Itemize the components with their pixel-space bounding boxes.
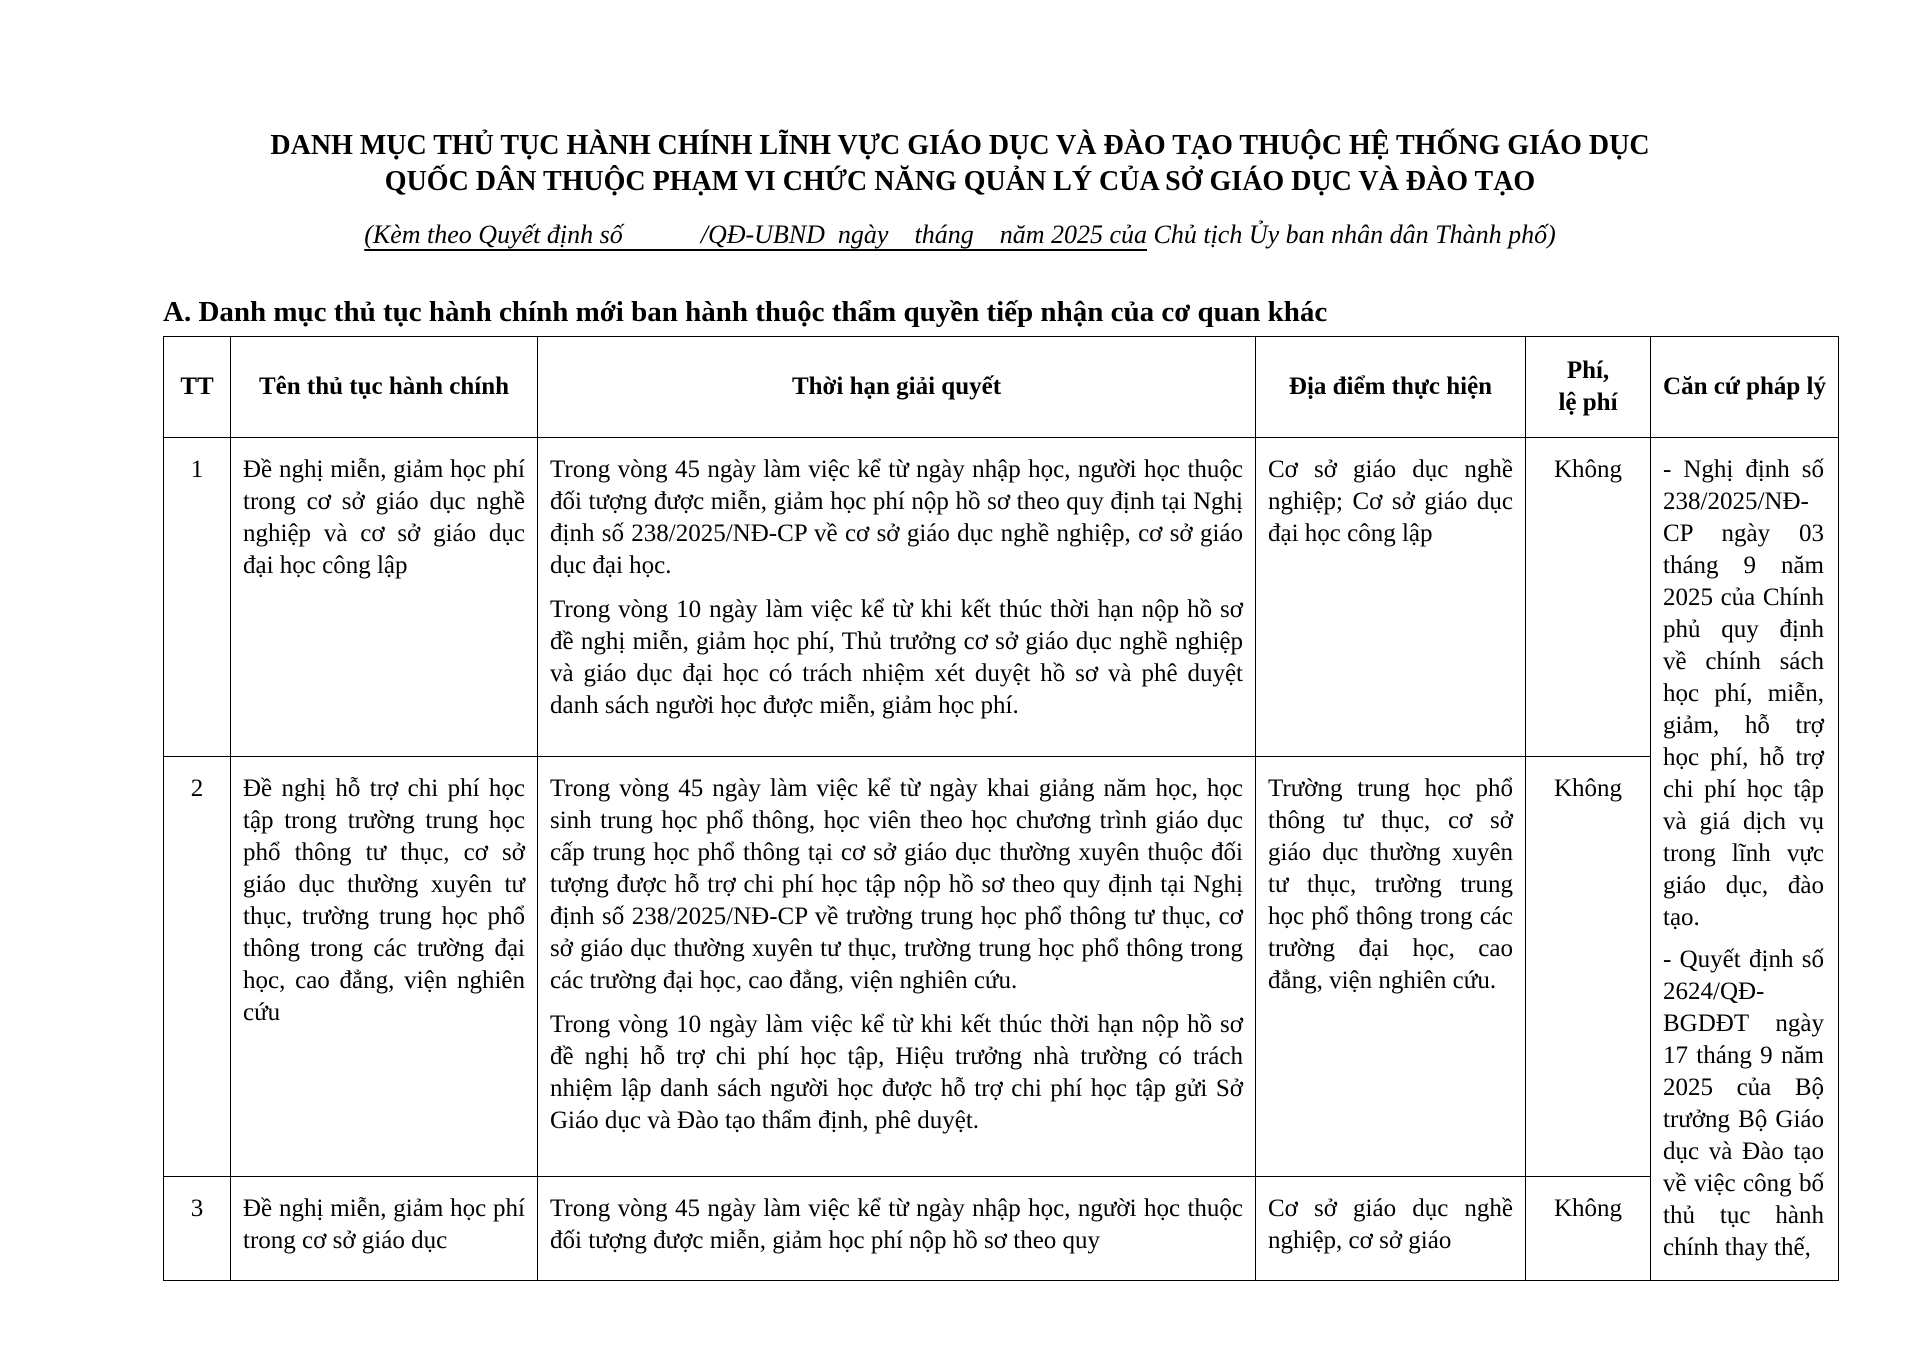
header-fee-line-2: lệ phí: [1558, 389, 1618, 416]
legal-basis-p2: - Quyết định số 2624/QĐ-BGDĐT ngày 17 tháng 9 năm 2025 của Bộ trưởng Bộ Giáo dục và Đào tạo về việc công bố thủ tục hành chính thay thế,: [1663, 946, 1824, 1261]
row-1-deadline-p1: Trong vòng 45 ngày làm việc kể từ ngày nhập học, người học thuộc đối tượng được miễn, giảm học phí nộp hồ sơ theo quy định tại Nghị định số 238/2025/NĐ-CP về cơ sở giáo dục nghề nghiệp, cơ sở giáo dục đại học.: [550, 456, 1243, 579]
row-2-deadline-p2: Trong vòng 10 ngày làm việc kể từ khi kết thúc thời hạn nộp hồ sơ đề nghị hỗ trợ chi phí học tập, Hiệu trưởng nhà trường có trách nhiệm lập danh sách người học được hỗ trợ chi phí học tập gửi Sở Giáo dục và Đào tạo thẩm định, phê duyệt.: [550, 1010, 1243, 1134]
row-1-name: [231, 438, 538, 757]
subtitle-issuer: Chủ tịch Ủy ban nhân dân Thành phố): [1147, 220, 1556, 249]
row-2-location: [1256, 756, 1526, 1176]
row-3-location: [1256, 1176, 1526, 1280]
row-1-tt: 1: [164, 438, 231, 757]
row-3-deadline: [538, 1176, 1256, 1280]
row-2-deadline-p1: Trong vòng 45 ngày làm việc kể từ ngày khai giảng năm học, học sinh trung học phổ thông, học viên theo học chương trình giáo dục cấp trung học phổ thông tại cơ sở giáo dục thường xuyên thuộc đối tượng được hỗ trợ chi phí học tập nộp hồ sơ theo quy định tại Nghị định số 238/2025/NĐ-CP về trường trung học phổ thông tư thục, cơ sở giáo dục thường xuyên tư thục, trường trung học phổ thông trong các trường đại học, cao đẳng, viện nghiên cứu.: [550, 774, 1243, 994]
row-1-deadline-p2: Trong vòng 10 ngày làm việc kể từ khi kết thúc thời hạn nộp hồ sơ đề nghị miễn, giảm học phí, Thủ trưởng cơ sở giáo dục nghề nghiệp và giáo dục đại học có trách nhiệm xét duyệt hồ sơ và phê duyệt danh sách người học được miễn, giảm học phí.: [550, 596, 1243, 719]
legal-basis-cell: [1651, 438, 1839, 1281]
document-title: [0, 128, 1920, 200]
row-2-name: [231, 756, 538, 1176]
table-row: [164, 756, 1839, 1176]
subtitle-decision-reference: (Kèm theo Quyết định số /QĐ-UBND ngày tháng năm 2025 của: [364, 220, 1148, 249]
document-title-line-1: DANH MỤC THỦ TỤC HÀNH CHÍNH LĨNH VỰC GIÁO DỤC VÀ ĐÀO TẠO THUỘC HỆ THỐNG GIÁO DỤC: [270, 130, 1650, 161]
row-3-deadline-p1: Trong vòng 45 ngày làm việc kể từ ngày nhập học, người học thuộc đối tượng được miễn, giảm học phí nộp hồ sơ theo quy: [550, 1194, 1243, 1254]
row-2-tt: 2: [164, 756, 231, 1176]
section-heading: A. Danh mục thủ tục hành chính mới ban hành thuộc thẩm quyền tiếp nhận của cơ quan khác: [163, 296, 1328, 328]
header-fee: [1526, 337, 1651, 438]
row-1-deadline: [538, 438, 1256, 757]
table-header-row: [164, 337, 1839, 438]
table-row: [164, 1176, 1839, 1280]
row-1-name-text: Đề nghị miễn, giảm học phí trong cơ sở giáo dục nghề nghiệp và cơ sở giáo dục đại học công lập: [243, 456, 525, 579]
row-3-name: [231, 1176, 538, 1280]
row-2-name-text: Đề nghị hỗ trợ chi phí học tập trong trường trung học phổ thông tư thục, cơ sở giáo dục thường xuyên tư thục, trường trung học phổ thông trong các trường đại học, cao đẳng, viện nghiên cứu: [243, 774, 525, 1026]
header-tt: TT: [164, 337, 231, 438]
row-3-fee: Không: [1526, 1176, 1651, 1280]
row-2-fee: Không: [1526, 756, 1651, 1176]
table-row: [164, 438, 1839, 757]
document-subtitle: [0, 219, 1920, 251]
row-1-location: [1256, 438, 1526, 757]
header-procedure-name: Tên thủ tục hành chính: [231, 337, 538, 438]
header-location: Địa điểm thực hiện: [1256, 337, 1526, 438]
row-3-tt: 3: [164, 1176, 231, 1280]
procedures-table-wrapper: [163, 336, 1838, 1261]
row-1-fee: Không: [1526, 438, 1651, 757]
document-title-line-2: QUỐC DÂN THUỘC PHẠM VI CHỨC NĂNG QUẢN LÝ CỦA SỞ GIÁO DỤC VÀ ĐÀO TẠO: [384, 166, 1536, 197]
row-2-deadline: [538, 756, 1256, 1176]
header-fee-line-1: Phí,: [1566, 357, 1610, 384]
header-deadline: Thời hạn giải quyết: [538, 337, 1256, 438]
row-3-location-text: Cơ sở giáo dục nghề nghiệp, cơ sở giáo: [1268, 1194, 1513, 1254]
row-3-name-text: Đề nghị miễn, giảm học phí trong cơ sở giáo dục: [243, 1194, 525, 1254]
procedures-table: [163, 336, 1839, 1281]
legal-basis-p1: - Nghị định số 238/2025/NĐ-CP ngày 03 tháng 9 năm 2025 của Chính phủ quy định về chính sách học phí, miễn, giảm, hỗ trợ học phí, hỗ trợ chi phí học tập và giá dịch vụ trong lĩnh vực giáo dục, đào tạo.: [1663, 456, 1824, 931]
row-2-location-text: Trường trung học phổ thông tư thục, cơ sở giáo dục thường xuyên tư thục, trường trung học phổ thông trong các trường đại học, cao đẳng, viện nghiên cứu.: [1268, 774, 1513, 994]
header-legal-basis: Căn cứ pháp lý: [1651, 337, 1839, 438]
row-1-location-text: Cơ sở giáo dục nghề nghiệp; Cơ sở giáo dục đại học công lập: [1268, 456, 1513, 547]
